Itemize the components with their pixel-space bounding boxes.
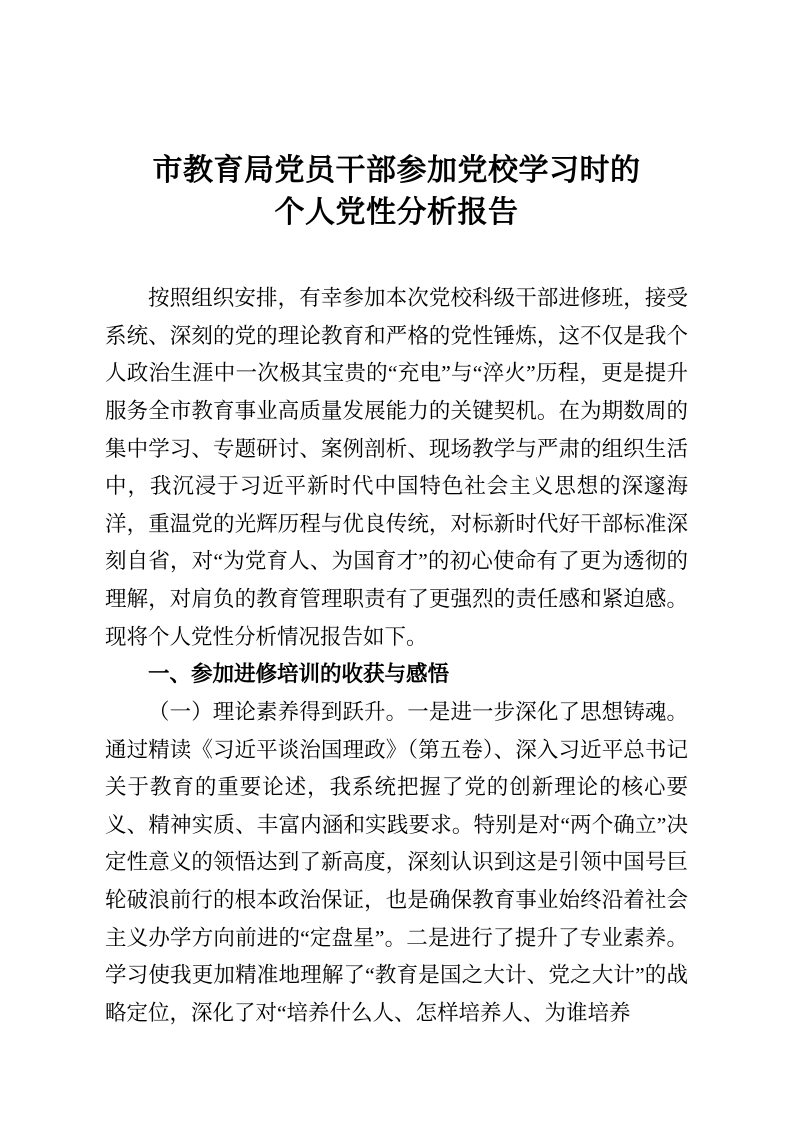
document-title-line-1: 市教育局党员干部参加党校学习时的 [152,154,641,187]
document-title-line-2: 个人党性分析报告 [274,196,519,229]
paragraph-section-1: （一）理论素养得到跃升。一是进一步深化了思想铸魂。通过精读《习近平谈治国理政》（第五卷）、深入习近平总书记关于教育的重要论述，我系统把握了党的创新理论的核心要义、精神实质、丰富内涵和实践要求。特别是对“两个确立”决定性意义的领悟达到了新高度，深刻认识到这是引领中国号巨轮破浪前行的根本政治保证，也是确保教育事业始终沿着社会主义办学方向前进的“定盘星”。二是进行了提升了专业素养。学习使我更加精准地理解了“教育是国之大计、党之大计”的战略定位，深化了对“培养什么人、怎样培养人、为谁培养 [105,699,688,1025]
paragraph-introduction: 按照组织安排，有幸参加本次党校科级干部进修班，接受系统、深刻的党的理论教育和严格的党性锤炼，这不仅是我个人政治生涯中一次极其宝贵的“充电”与“淬火”历程，更是提升服务全市教育事业高质量发展能力的关键契机。在为期数周的集中学习、专题研讨、案例剖析、现场教学与严肃的组织生活中，我沉浸于习近平新时代中国特色社会主义思想的深邃海洋，重温党的光辉历程与优良传统，对标新时代好干部标准深刻自省，对“为党育人、为国育才”的初心使命有了更为透彻的理解，对肩负的教育管理职责有了更强烈的责任感和紧迫感。现将个人党性分析情况报告如下。 [105,286,688,649]
document-title [105,150,688,234]
section-heading-1: 一、参加进修培训的收获与感悟 [148,662,450,687]
